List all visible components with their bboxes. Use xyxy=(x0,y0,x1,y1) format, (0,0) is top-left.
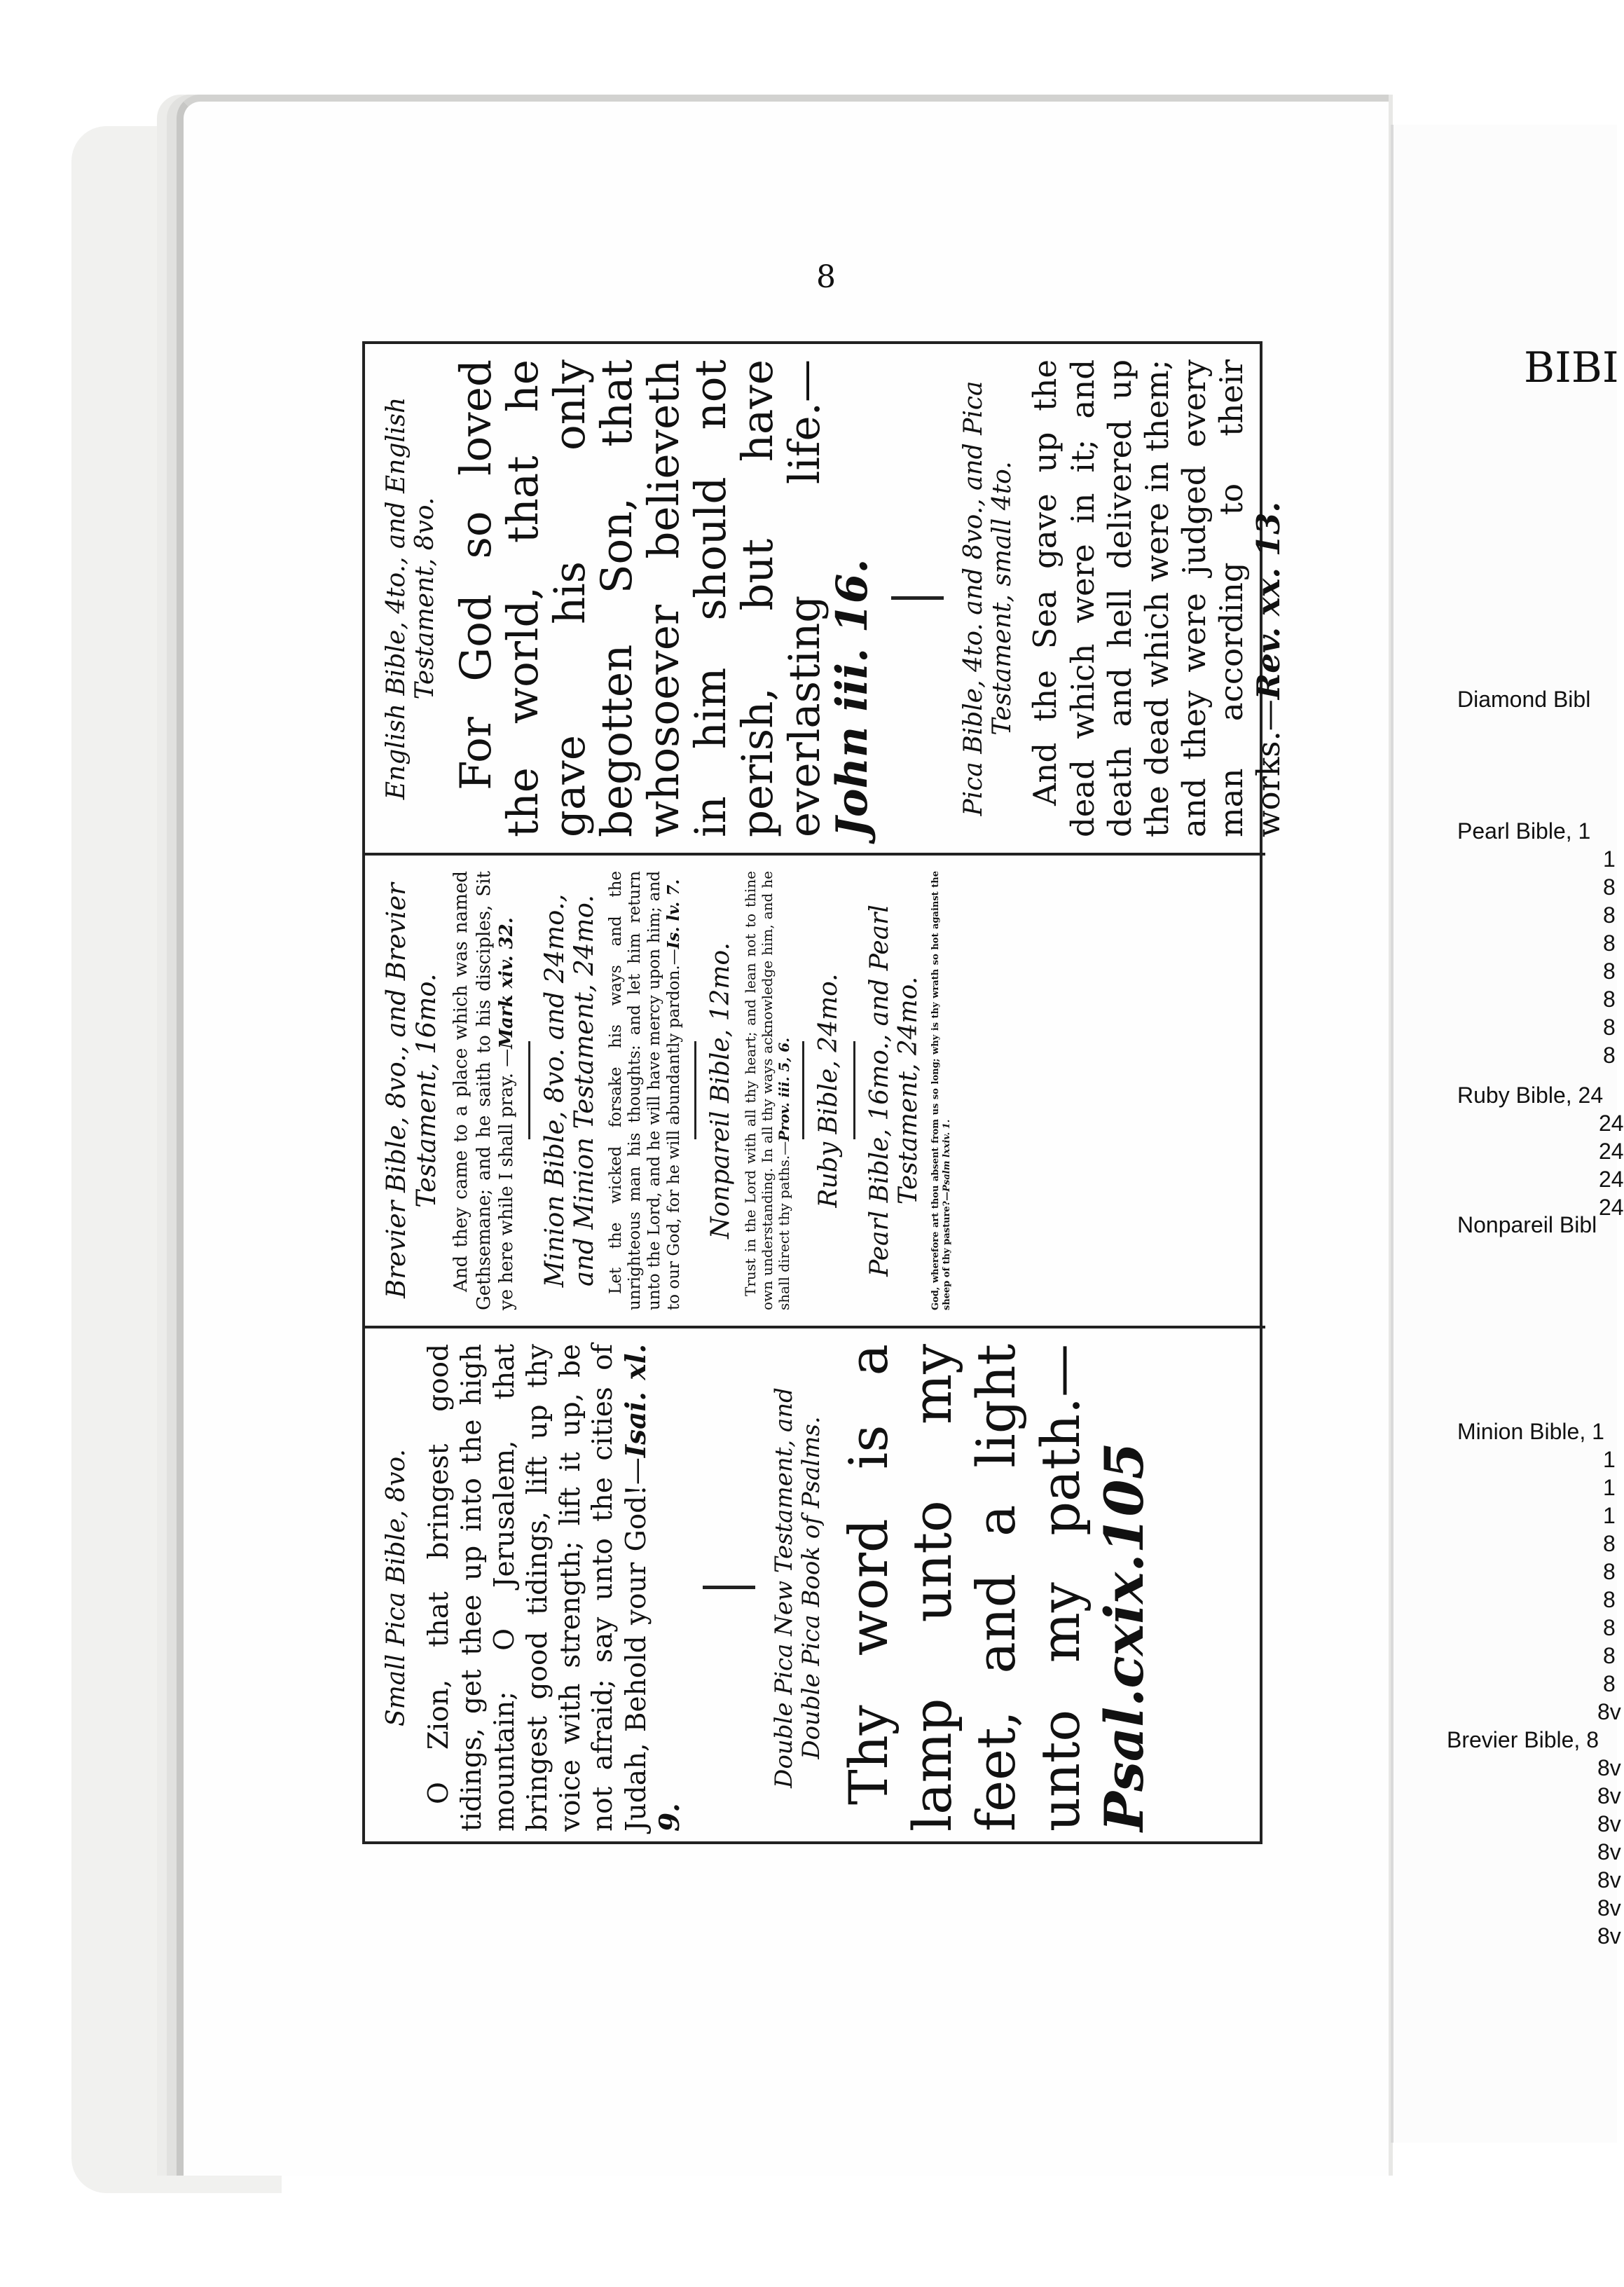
right-line: 24 xyxy=(1599,1139,1624,1164)
passage-brevier xyxy=(450,871,518,1310)
right-line: 8 xyxy=(1603,874,1616,900)
passage-pearl xyxy=(930,871,954,1310)
right-line: 8 xyxy=(1603,1015,1616,1040)
right-line: Pearl Bible, 1 xyxy=(1457,818,1591,844)
passage-ref: Mark xiv. 32. xyxy=(496,917,518,1049)
heading-english: English Bible, 4to., and English Testament, 8vo. xyxy=(382,397,440,800)
right-line: 8v xyxy=(1597,1895,1621,1921)
right-line: 8v xyxy=(1597,1755,1621,1780)
passage-text: Thy word is a lamp unto my feet, and a light unto my path.— xyxy=(837,1344,1092,1832)
right-line: 1 xyxy=(1603,1447,1616,1472)
heading-double-pica: Double Pica New Testament, and Double Pica Book of Psalms. xyxy=(769,1387,825,1788)
right-line: 8 xyxy=(1603,987,1616,1012)
passage-english xyxy=(450,359,877,837)
passage-pica xyxy=(1026,359,1287,837)
passage-ref: Prov. iii. 5, 6. xyxy=(776,1037,793,1141)
passage-text: Trust in the Lord with all thy heart; and lean not to thine own understanding. In all thy ways acknowledge him, and he shall direct thy paths.— xyxy=(742,871,793,1310)
passage-text: Let the wicked forsake his ways and the unrighteous man his thoughts: and let him return unto the Lord, and he will have mercy upon him; and to our God, for he will abundantly pardon.— xyxy=(606,871,684,1310)
right-line: 1 xyxy=(1603,1503,1616,1528)
passage-ref: Is. lv. 7. xyxy=(664,879,684,949)
right-line: 8 xyxy=(1603,1643,1616,1668)
right-line: Brevier Bible, 8 xyxy=(1447,1727,1599,1752)
page-number: 8 xyxy=(816,259,836,295)
right-line: 8 xyxy=(1603,930,1616,956)
passage-text: For God so loved the world, that he gave his only begotten Son, that whosoever believeth in him should not perish, but have everlasting life.— xyxy=(450,359,830,837)
passage-text: And they came to a place which was named Gethsemane; and he saith to his disciples, Sit ye here while I shall pray. — xyxy=(450,871,518,1310)
column-small-types xyxy=(365,856,1265,1328)
right-line: 1 xyxy=(1603,846,1616,872)
heading-pica: Pica Bible, 4to. and 8vo., and Pica Testament, small 4to. xyxy=(958,380,1017,816)
heading-nonpareil: Nonpareil Bible, 12mo. xyxy=(706,942,736,1239)
column-large-types xyxy=(365,344,1287,856)
right-line: 8 xyxy=(1603,1671,1616,1696)
passage-double-pica xyxy=(837,1344,1156,1832)
right-line: 8 xyxy=(1603,902,1616,928)
passage-ref: Psal.cxix.105 xyxy=(1092,1442,1155,1832)
right-line: 8v xyxy=(1597,1923,1621,1949)
divider-rule xyxy=(891,597,944,600)
right-page xyxy=(1391,125,1617,2143)
specimen-frame xyxy=(362,341,1287,1844)
passage-small-pica xyxy=(423,1344,687,1832)
right-line: 8 xyxy=(1603,1043,1616,1068)
right-line: 8 xyxy=(1603,1615,1616,1640)
right-line: 1 xyxy=(1603,1475,1616,1500)
right-page-heading: BIBI xyxy=(1524,343,1619,392)
right-line: 8 xyxy=(1603,1587,1616,1612)
divider-rule xyxy=(694,1042,696,1140)
right-line: Diamond Bibl xyxy=(1457,687,1591,712)
right-line: Nonpareil Bibl xyxy=(1457,1212,1597,1237)
right-line: Ruby Bible, 24 xyxy=(1457,1083,1604,1108)
heading-brevier: Brevier Bible, 8vo., and Brevier Testament, 16mo. xyxy=(381,883,441,1298)
right-line: 8v xyxy=(1597,1839,1621,1864)
passage-text: O Zion, that bringest good tidings, get thee up into the high mountain; O Jerusalem, that bringest good tidings, lift up thy voice with strength; lift it up, be not afraid; say unto the cities of Judah, Behold your God!— xyxy=(423,1344,653,1832)
right-line: 8v xyxy=(1597,1699,1621,1724)
right-line: 8v xyxy=(1597,1867,1621,1893)
right-line: 8 xyxy=(1603,1559,1616,1584)
right-line: Minion Bible, 1 xyxy=(1457,1419,1604,1444)
right-line: 24 xyxy=(1599,1195,1624,1220)
right-line: 24 xyxy=(1599,1111,1624,1136)
right-line: 8v xyxy=(1597,1783,1621,1808)
passage-ref: Rev. xx. 13. xyxy=(1249,501,1287,700)
right-line: 24 xyxy=(1599,1167,1624,1192)
rotated-content xyxy=(365,344,1287,1847)
heading-small-pica: Small Pica Bible, 8vo. xyxy=(382,1449,411,1726)
passage-ref: John iii. 16. xyxy=(827,558,877,837)
passage-ref: Psalm lxxiv. 1. xyxy=(941,1119,952,1192)
passage-minion xyxy=(607,871,684,1310)
right-line: 8v xyxy=(1597,1811,1621,1836)
divider-rule xyxy=(703,1586,755,1590)
divider-rule xyxy=(802,1042,804,1140)
divider-rule xyxy=(528,1042,530,1140)
right-line: 8 xyxy=(1603,959,1616,984)
divider-rule xyxy=(853,1042,855,1140)
heading-ruby: Ruby Bible, 24mo. xyxy=(814,973,844,1208)
heading-minion: Minion Bible, 8vo. and 24mo., and Minion Testament, 24mo. xyxy=(539,893,600,1288)
passage-nonpareil xyxy=(742,871,792,1310)
heading-pearl: Pearl Bible, 16mo., and Pearl Testament, 24mo. xyxy=(865,905,923,1277)
passage-text: God, wherefore art thou absent from us so long; why is thy wrath so hot against the sheep of thy pasture?— xyxy=(930,871,952,1310)
passage-text: And the Sea gave up the dead which were in it; and death and hell delivered up the dead which were in them; and they were judged every man according to their works.— xyxy=(1026,359,1287,837)
passage-ref: Isai. xl. 9. xyxy=(620,1344,686,1832)
right-line: 8 xyxy=(1603,1531,1616,1556)
column-small-pica xyxy=(365,1328,1265,1847)
